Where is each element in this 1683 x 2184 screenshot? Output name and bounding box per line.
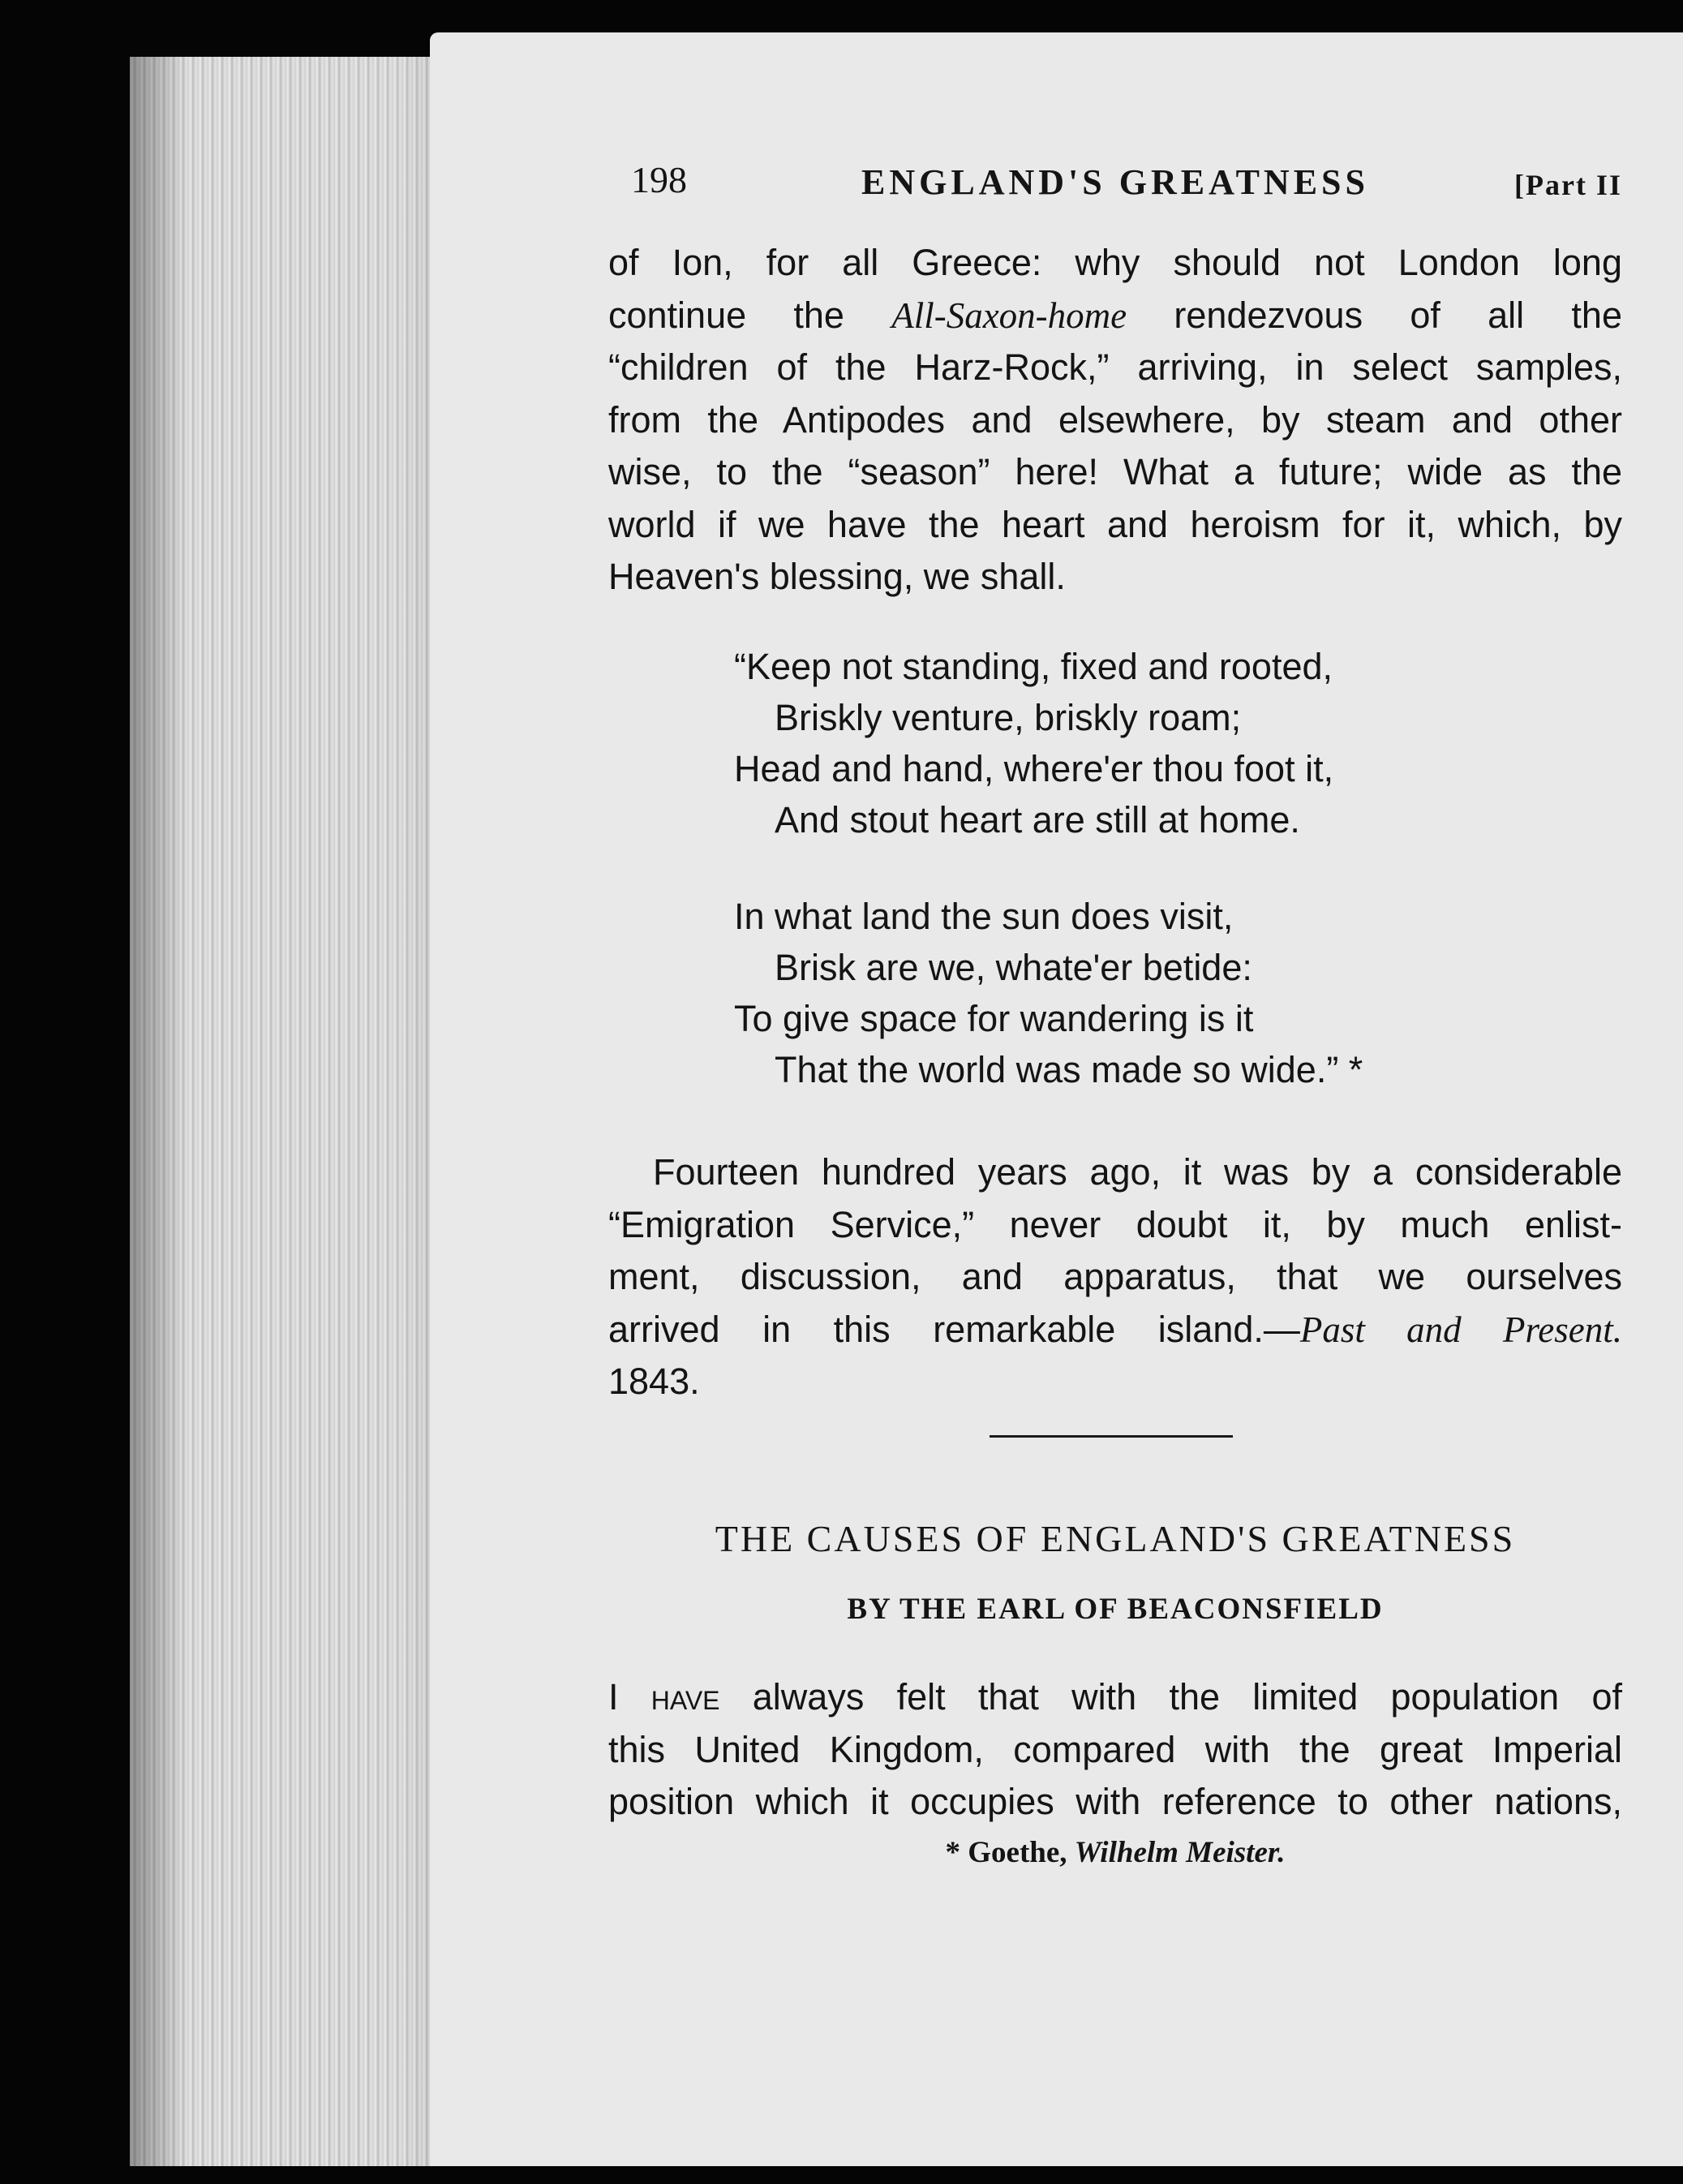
section-divider (990, 1435, 1233, 1438)
poem-line: In what land the sun does visit, (734, 896, 1234, 937)
page-number: 198 (631, 159, 687, 200)
drop-word: I have (608, 1676, 720, 1718)
part-label: [Part II (1514, 169, 1622, 201)
source-title: Past and Present. (1299, 1309, 1622, 1350)
poem-stanza-1 (734, 641, 1333, 845)
poem-line: And stout heart are still at home. (775, 799, 1300, 840)
paragraph-line: of Ion, for all Greece: why should not London long (608, 242, 1622, 283)
poem-line: That the world was made so wide.” * (775, 1049, 1363, 1090)
running-title: ENGLAND'S GREATNESS (861, 162, 1369, 202)
footnote (608, 1835, 1622, 1870)
paragraph-line: ment, discussion, and apparatus, that we ourselves (608, 1256, 1622, 1297)
paragraph-text: continue the (608, 294, 844, 336)
section-title: THE CAUSES OF ENGLAND'S GREATNESS (715, 1518, 1516, 1559)
paragraph-line-mixed (608, 1671, 1622, 1724)
poem-stanza-2 (734, 891, 1363, 1095)
paragraph-2 (608, 1146, 1622, 1408)
page-edges-shadow (130, 57, 446, 2166)
paragraph-line: wise, to the “season” here! What a future; wide as the (608, 451, 1622, 492)
paragraph-line-mixed (608, 290, 1622, 342)
paragraph-line: “children of the Harz-Rock,” arriving, in select samples, (608, 346, 1622, 388)
paragraph-line: world if we have the heart and heroism for it, which, by (608, 503, 1622, 545)
paragraph-text: rendezvous of all the (1174, 294, 1622, 336)
paragraph-line: “Emigration Service,” never doubt it, by much enlist- (608, 1203, 1622, 1245)
paragraph-1 (608, 237, 1622, 604)
poem-line: Head and hand, where'er thou foot it, (734, 748, 1334, 789)
poem-line: To give space for wandering is it (734, 998, 1254, 1039)
poem-line: Brisk are we, whate'er betide: (775, 947, 1252, 988)
paragraph-line: this United Kingdom, compared with the great Imperial (608, 1728, 1622, 1770)
poem-line: “Keep not standing, fixed and rooted, (734, 646, 1333, 687)
paragraph-text: arrived in this remarkable island.— (608, 1308, 1300, 1350)
section-byline: BY THE EARL OF BEACONSFIELD (847, 1593, 1384, 1626)
paragraph-3 (608, 1671, 1622, 1829)
paragraph-text: always felt that with the limited population of (752, 1676, 1622, 1718)
paragraph-line-mixed (608, 1304, 1622, 1356)
paragraph-line: Heaven's blessing, we shall. (608, 556, 1066, 597)
poem-line: Briskly venture, briskly roam; (775, 697, 1242, 738)
paragraph-line: from the Antipodes and elsewhere, by steam and other (608, 398, 1622, 441)
paragraph-line: position which it occupies with reference to other nations, (608, 1781, 1622, 1822)
paragraph-line: 1843. (608, 1361, 700, 1402)
paragraph-line: Fourteen hundred years ago, it was by a considerable (653, 1151, 1622, 1193)
footnote-marker: * Goethe, (945, 1836, 1067, 1869)
running-head (608, 158, 1622, 207)
footnote-work: Wilhelm Meister. (1074, 1836, 1286, 1869)
italic-phrase: All-Saxon-home (891, 294, 1127, 336)
